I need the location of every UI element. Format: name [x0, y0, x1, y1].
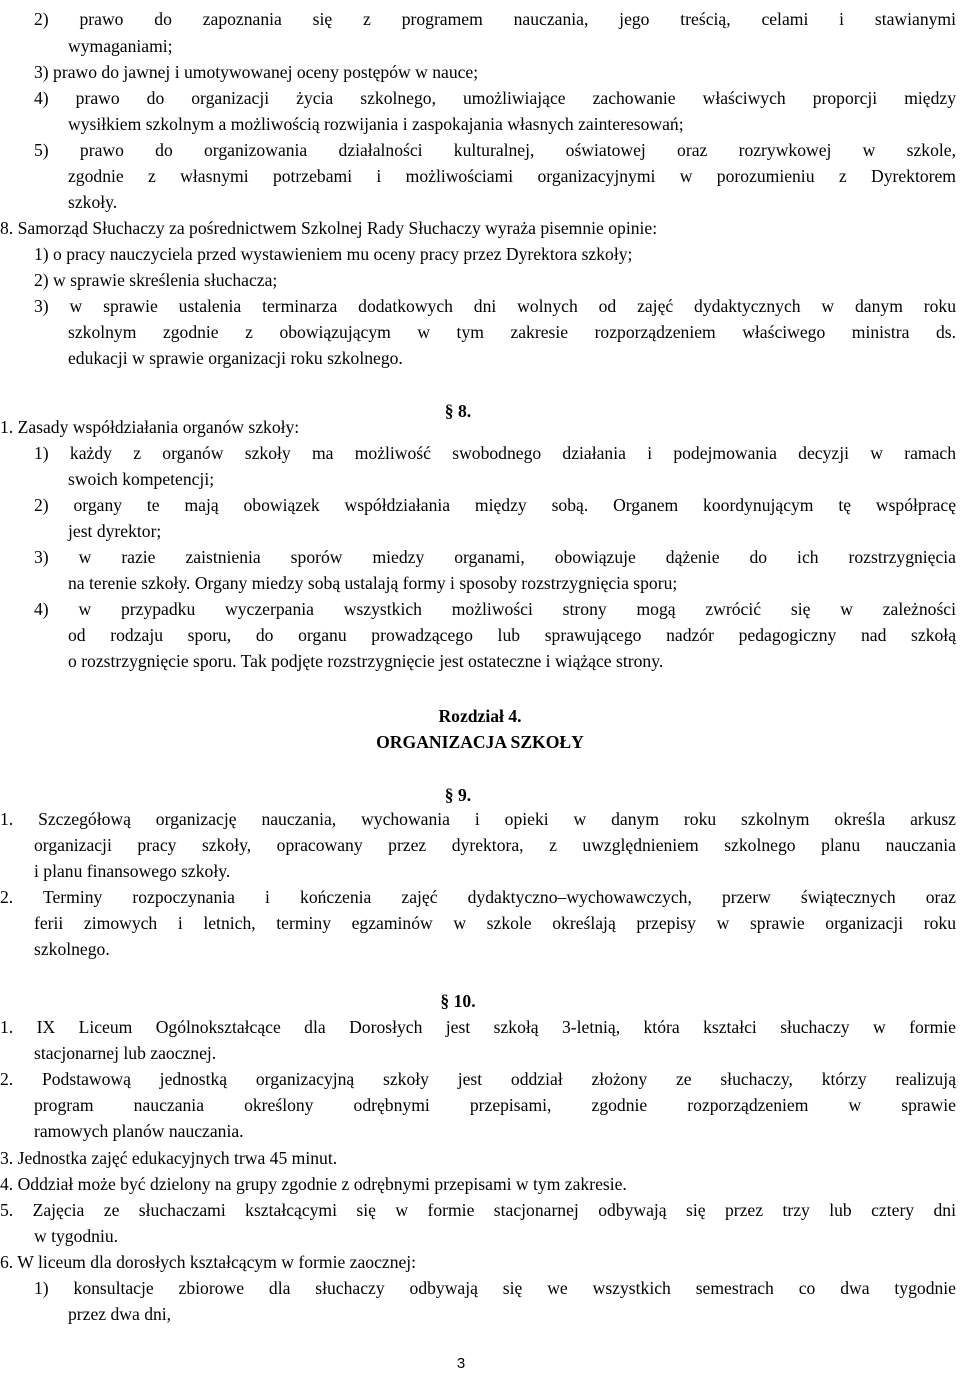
text-line: 6. W liceum dla dorosłych kształcącym w formie zaocznej: — [0, 1252, 417, 1272]
text-line: ramowych planów nauczania. — [34, 1121, 244, 1141]
text-line: wymaganiami; — [68, 36, 173, 56]
chapter-number: Rozdział 4. — [438, 706, 522, 726]
text-line: i planu finansowego szkoły. — [34, 861, 231, 881]
text-line: szkolnym zgodnie z obowiązującym w tym zakresie rozporządzeniem właściwego ministra ds. — [68, 322, 956, 342]
page-number: 3 — [456, 1355, 466, 1372]
section-heading: § 9. — [444, 785, 472, 805]
text-line: organizacji pracy szkoły, opracowany przez dyrektora, z uwzględnieniem szkolnego planu nauczania — [34, 835, 956, 855]
text-line: o rozstrzygnięcie sporu. Tak podjęte rozstrzygnięcie jest ostateczne i wiążące strony. — [68, 651, 664, 671]
section-heading: § 8. — [444, 401, 472, 421]
text-line: 2) w sprawie skreślenia słuchacza; — [34, 270, 278, 290]
chapter-title: ORGANIZACJA SZKOŁY — [376, 732, 584, 752]
text-line: szkolnego. — [34, 939, 110, 959]
text-line: 1) każdy z organów szkoły ma możliwość swobodnego działania i podejmowania decyzji w ramach — [34, 443, 956, 463]
text-line: 1. IX Liceum Ogólnokształcące dla Dorosłych jest szkołą 3-letnią, która kształci słuchaczy w formie — [0, 1017, 956, 1037]
text-line: 4. Oddział może być dzielony na grupy zgodnie z odrębnymi przepisami w tym zakresie. — [0, 1174, 627, 1194]
text-line: na terenie szkoły. Organy miedzy sobą ustalają formy i sposoby rozstrzygnięcia sporu; — [68, 573, 678, 593]
text-line: 3) w razie zaistnienia sporów miedzy organami, obowiązuje dążenie do ich rozstrzygnięcia — [34, 547, 956, 567]
text-line: 8. Samorząd Słuchaczy za pośrednictwem Szkolnej Rady Słuchaczy wyraża pisemnie opinie: — [0, 218, 658, 238]
text-line: 1. Zasady współdziałania organów szkoły: — [0, 417, 300, 437]
text-line: wysiłkiem szkolnym a możliwością rozwijania i zaspokajania własnych zainteresowań; — [68, 114, 684, 134]
text-line: w tygodniu. — [34, 1226, 119, 1246]
text-line: ferii zimowych i letnich, terminy egzaminów w szkole określają przepisy w sprawie organizacji roku — [34, 913, 956, 933]
text-line: 1) o pracy nauczyciela przed wystawieniem mu oceny pracy przez Dyrektora szkoły; — [34, 244, 633, 264]
text-line: od rodzaju sporu, do organu prowadzącego lub sprawującego nadzór pedagogiczny nad szkołą — [68, 625, 956, 645]
section-heading: § 10. — [440, 991, 476, 1011]
text-line: 1) konsultacje zbiorowe dla słuchaczy odbywają się we wszystkich semestrach co dwa tygodnie — [34, 1278, 956, 1298]
text-line: 1. Szczegółową organizację nauczania, wychowania i opieki w danym roku szkolnym określa arkusz — [0, 809, 956, 829]
text-line: 2) organy te mają obowiązek współdziałania między sobą. Organem koordynującym tę współpracę — [34, 495, 956, 515]
text-line: szkoły. — [68, 192, 118, 212]
text-line: przez dwa dni, — [68, 1304, 172, 1324]
text-line: 4) prawo do organizacji życia szkolnego, umożliwiające zachowanie właściwych proporcji między — [34, 88, 956, 108]
text-line: 4) w przypadku wyczerpania wszystkich możliwości strony mogą zwrócić się w zależności — [34, 599, 956, 619]
text-line: 2. Podstawową jednostką organizacyjną szkoły jest oddział złożony ze słuchaczy, którzy realizują — [0, 1069, 956, 1089]
text-line: 3. Jednostka zajęć edukacyjnych trwa 45 minut. — [0, 1148, 338, 1168]
text-line: stacjonarnej lub zaocznej. — [34, 1043, 217, 1063]
text-line: 2. Terminy rozpoczynania i kończenia zajęć dydaktyczno–wychowawczych, przerw świątecznych oraz — [0, 887, 956, 907]
text-line: 2) prawo do zapoznania się z programem nauczania, jego treścią, celami i stawianymi — [34, 9, 956, 29]
text-line: swoich kompetencji; — [68, 469, 215, 489]
text-line: zgodnie z własnymi potrzebami i możliwościami organizacyjnymi w porozumieniu z Dyrektorem — [68, 166, 956, 186]
text-line: program nauczania określony odrębnymi przepisami, zgodnie rozporządzeniem w sprawie — [34, 1095, 956, 1115]
text-line: edukacji w sprawie organizacji roku szkolnego. — [68, 348, 403, 368]
text-line: 3) w sprawie ustalenia terminarza dodatkowych dni wolnych od zajęć dydaktycznych w danym roku — [34, 296, 956, 316]
text-line: 3) prawo do jawnej i umotywowanej oceny postępów w nauce; — [34, 62, 479, 82]
text-line: 5. Zajęcia ze słuchaczami kształcącymi się w formie stacjonarnej odbywają się przez trzy lub cztery dni — [0, 1200, 956, 1220]
text-line: 5) prawo do organizowania działalności kulturalnej, oświatowej oraz rozrywkowej w szkole, — [34, 140, 956, 160]
text-line: jest dyrektor; — [68, 521, 162, 541]
